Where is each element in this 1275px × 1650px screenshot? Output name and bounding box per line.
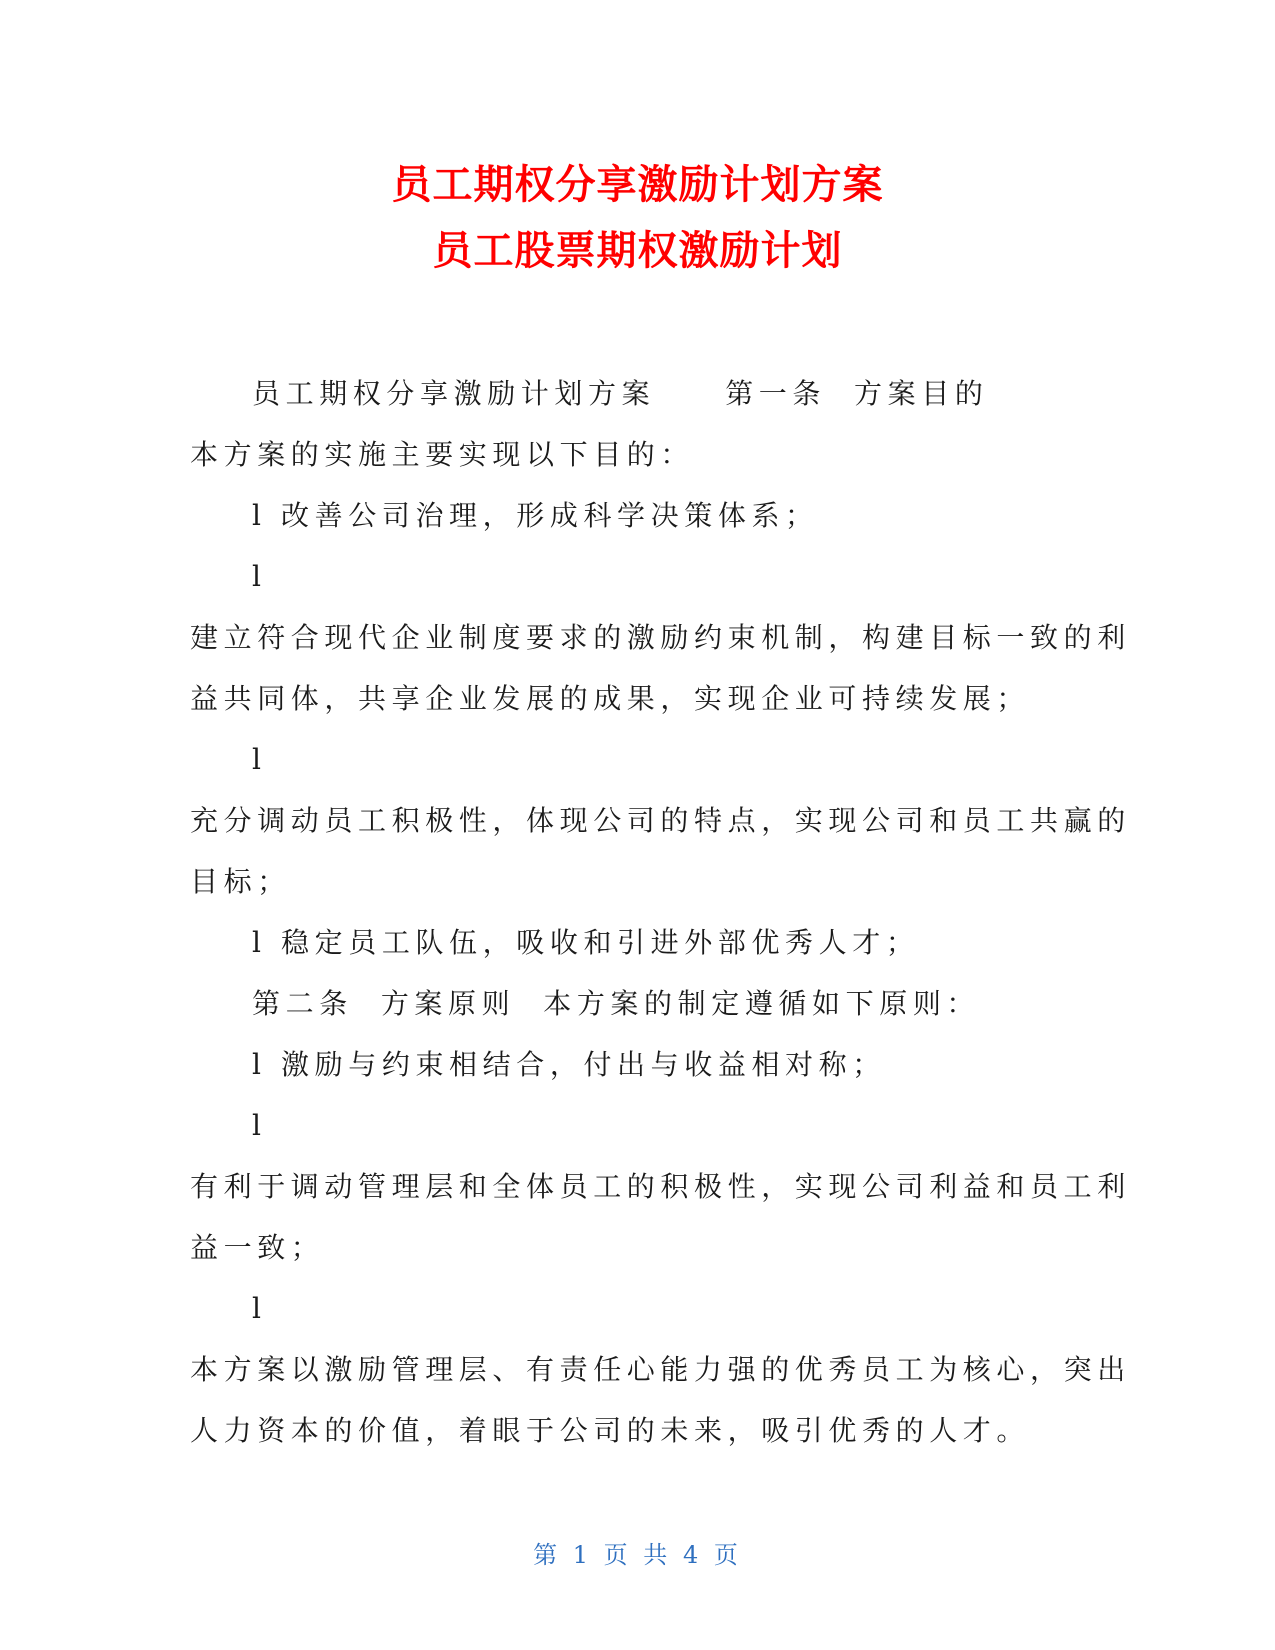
- paragraph-line: 有利于调动管理层和全体员工的积极性，实现公司利益和员工利: [190, 1170, 1131, 1203]
- text-segment: 本方案的制定遵循如下原则：: [543, 987, 981, 1020]
- section-heading: 第二条: [252, 987, 353, 1020]
- paragraph-line: 人力资本的价值，着眼于公司的未来，吸引优秀的人才。: [190, 1414, 1031, 1447]
- list-bullet: l: [252, 1109, 267, 1142]
- section-heading: 方案目的: [854, 377, 989, 410]
- text-segment: 员工期权分享激励计划方案: [252, 377, 656, 410]
- section-heading: 方案原则: [380, 987, 516, 1020]
- list-bullet: l: [252, 1292, 267, 1325]
- list-bullet: l: [252, 560, 267, 593]
- document-subtitle: 员工股票期权激励计划: [432, 228, 843, 274]
- paragraph-line: 本方案的实施主要实现以下目的：: [190, 438, 695, 471]
- paragraph-line: [190, 973, 1070, 1034]
- document-body: [190, 363, 1131, 1461]
- paragraph-line: [190, 363, 1070, 424]
- paragraph-line: 益一致；: [190, 1231, 325, 1264]
- list-bullet: l: [252, 743, 267, 776]
- document-title-block: [0, 152, 1275, 284]
- list-item: l 改善公司治理，形成科学决策体系；: [252, 499, 819, 532]
- section-heading: 第一条: [725, 377, 827, 410]
- list-item: l 激励与约束相结合，付出与收益相对称；: [252, 1048, 886, 1081]
- paragraph-line: 目标；: [190, 865, 291, 898]
- paragraph-line: 充分调动员工积极性，体现公司的特点，实现公司和员工共赢的: [190, 804, 1131, 837]
- paragraph-line: 本方案以激励管理层、有责任心能力强的优秀员工为核心，突出: [190, 1353, 1131, 1386]
- paragraph-line: 建立符合现代企业制度要求的激励约束机制，构建目标一致的利: [190, 621, 1131, 654]
- document-title: 员工期权分享激励计划方案: [391, 162, 884, 208]
- paragraph-line: 益共同体，共享企业发展的成果，实现企业可持续发展；: [190, 682, 1031, 715]
- page-indicator: 第 1 页 共 4 页: [533, 1541, 742, 1569]
- list-item: l 稳定员工队伍，吸收和引进外部优秀人才；: [252, 926, 920, 959]
